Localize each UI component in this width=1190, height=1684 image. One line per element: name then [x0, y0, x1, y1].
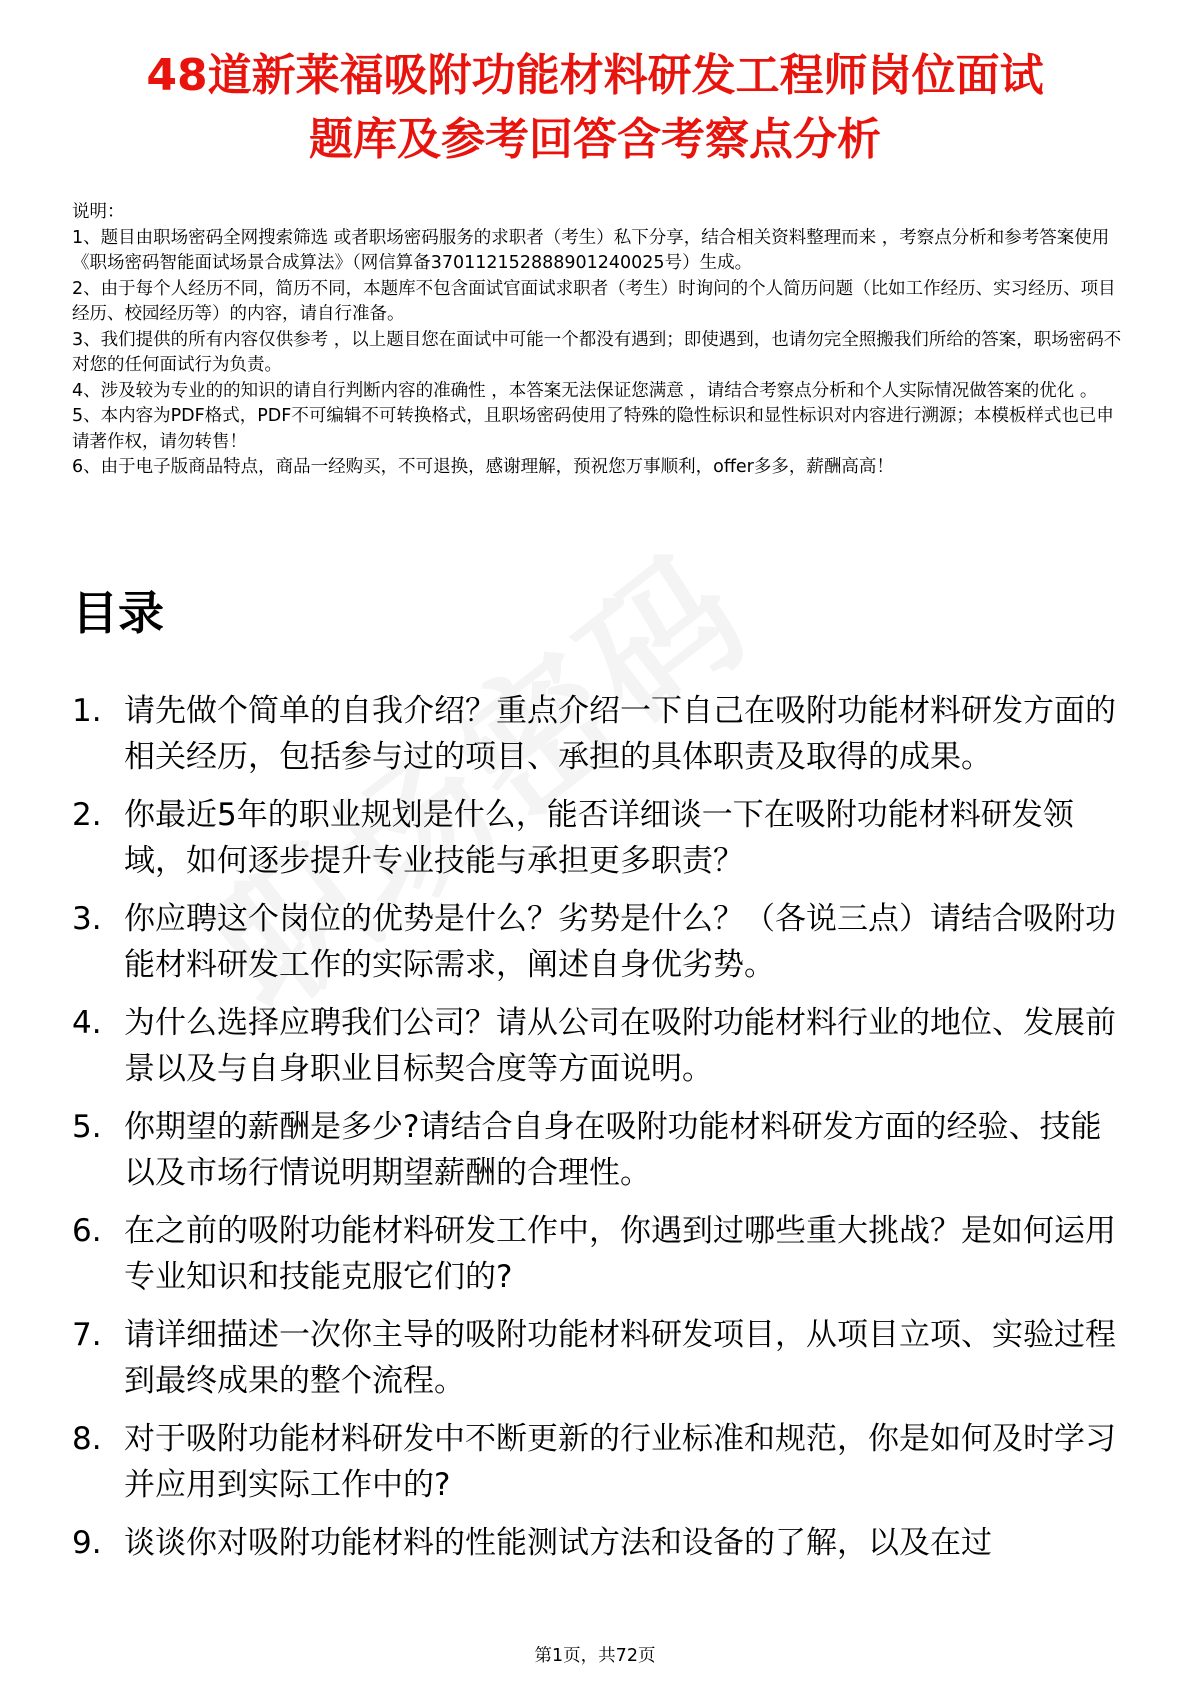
toc-item[interactable]: [72, 896, 1132, 988]
toc-item-text: 请先做个简单的自我介绍？重点介绍一下自己在吸附功能材料研发方面的相关经历，包括参与过的项目、承担的具体职责及取得的成果。: [124, 693, 1116, 775]
document-title: [60, 44, 1130, 172]
toc-item[interactable]: [72, 1000, 1132, 1092]
toc-item[interactable]: [72, 1520, 1132, 1566]
toc-item-number: 9.: [72, 1525, 102, 1561]
toc-item-number: 4.: [72, 1005, 102, 1041]
toc-item-text: 在之前的吸附功能材料研发工作中，你遇到过哪些重大挑战？是如何运用专业知识和技能克服它们的?: [124, 1213, 1116, 1295]
toc-item-number: 1.: [72, 693, 102, 729]
notes-heading: 说明：: [72, 202, 125, 222]
note-item: 1、题目由职场密码全网搜索筛选 或者职场密码服务的求职者（考生）私下分享，结合相关资料整理而来 ，考察点分析和参考答案使用《职场密码智能面试场景合成算法》（网信算备370112152888901240025号）生成。: [72, 227, 1110, 273]
toc-item[interactable]: [72, 1416, 1132, 1508]
note-item: 4、涉及较为专业的的知识的请自行判断内容的准确性 ，本答案无法保证您满意 ，请结合考察点分析和个人实际情况做答案的优化 。: [72, 380, 1098, 401]
toc-heading: 目录: [72, 586, 164, 640]
toc-item[interactable]: [72, 1104, 1132, 1196]
toc-item-text: 你应聘这个岗位的优势是什么？劣势是什么？（各说三点）请结合吸附功能材料研发工作的实际需求，阐述自身优劣势。: [124, 901, 1116, 983]
toc-item[interactable]: [72, 1312, 1132, 1404]
note-item: 3、我们提供的所有内容仅供参考 ，以上题目您在面试中可能一个都没有遇到；即使遇到，也请勿完全照搬我们所给的答案，职场密码不对您的任何面试行为负责。: [72, 329, 1122, 375]
notes-section: [72, 200, 1122, 481]
note-item: 2、由于每个人经历不同，简历不同，本题库不包含面试官面试求职者（考生）时询问的个人简历问题（比如工作经历、实习经历、项目经历、校园经历等）的内容，请自行准备。: [72, 278, 1116, 324]
toc-item-number: 7.: [72, 1317, 102, 1353]
toc-item[interactable]: [72, 792, 1132, 884]
toc-item-text: 请详细描述一次你主导的吸附功能材料研发项目，从项目立项、实验过程到最终成果的整个流程。: [124, 1317, 1116, 1399]
title-line-2: 题库及参考回答含考察点分析: [309, 114, 881, 165]
toc-list: [72, 688, 1132, 1578]
toc-item-number: 3.: [72, 901, 102, 937]
toc-item-text: 你最近5年的职业规划是什么，能否详细谈一下在吸附功能材料研发领域，如何逐步提升专业技能与承担更多职责？: [124, 797, 1074, 879]
toc-item[interactable]: [72, 1208, 1132, 1300]
toc-item-text: 为什么选择应聘我们公司？请从公司在吸附功能材料行业的地位、发展前景以及与自身职业目标契合度等方面说明。: [124, 1005, 1116, 1087]
note-item: 5、本内容为PDF格式，PDF不可编辑不可转换格式，且职场密码使用了特殊的隐性标识和显性标识对内容进行溯源；本模板样式也已申请著作权，请勿转售！: [72, 406, 1114, 452]
toc-item-text: 你期望的薪酬是多少?请结合自身在吸附功能材料研发方面的经验、技能以及市场行情说明期望薪酬的合理性。: [124, 1109, 1102, 1191]
toc-item[interactable]: [72, 688, 1132, 780]
page-footer: 第1页，共72页: [534, 1646, 656, 1666]
toc-item-number: 8.: [72, 1421, 102, 1457]
title-line-1: 48道新莱福吸附功能材料研发工程师岗位面试: [146, 50, 1044, 101]
toc-item-number: 2.: [72, 797, 102, 833]
toc-item-text: 谈谈你对吸附功能材料的性能测试方法和设备的了解，以及在过: [124, 1525, 992, 1561]
note-item: 6、由于电子版商品特点，商品一经购买，不可退换，感谢理解，预祝您万事顺利，offer多多，薪酬高高！: [72, 457, 894, 477]
toc-item-number: 5.: [72, 1109, 102, 1145]
toc-item-number: 6.: [72, 1213, 102, 1249]
toc-item-text: 对于吸附功能材料研发中不断更新的行业标准和规范，你是如何及时学习并应用到实际工作中的?: [124, 1421, 1116, 1503]
